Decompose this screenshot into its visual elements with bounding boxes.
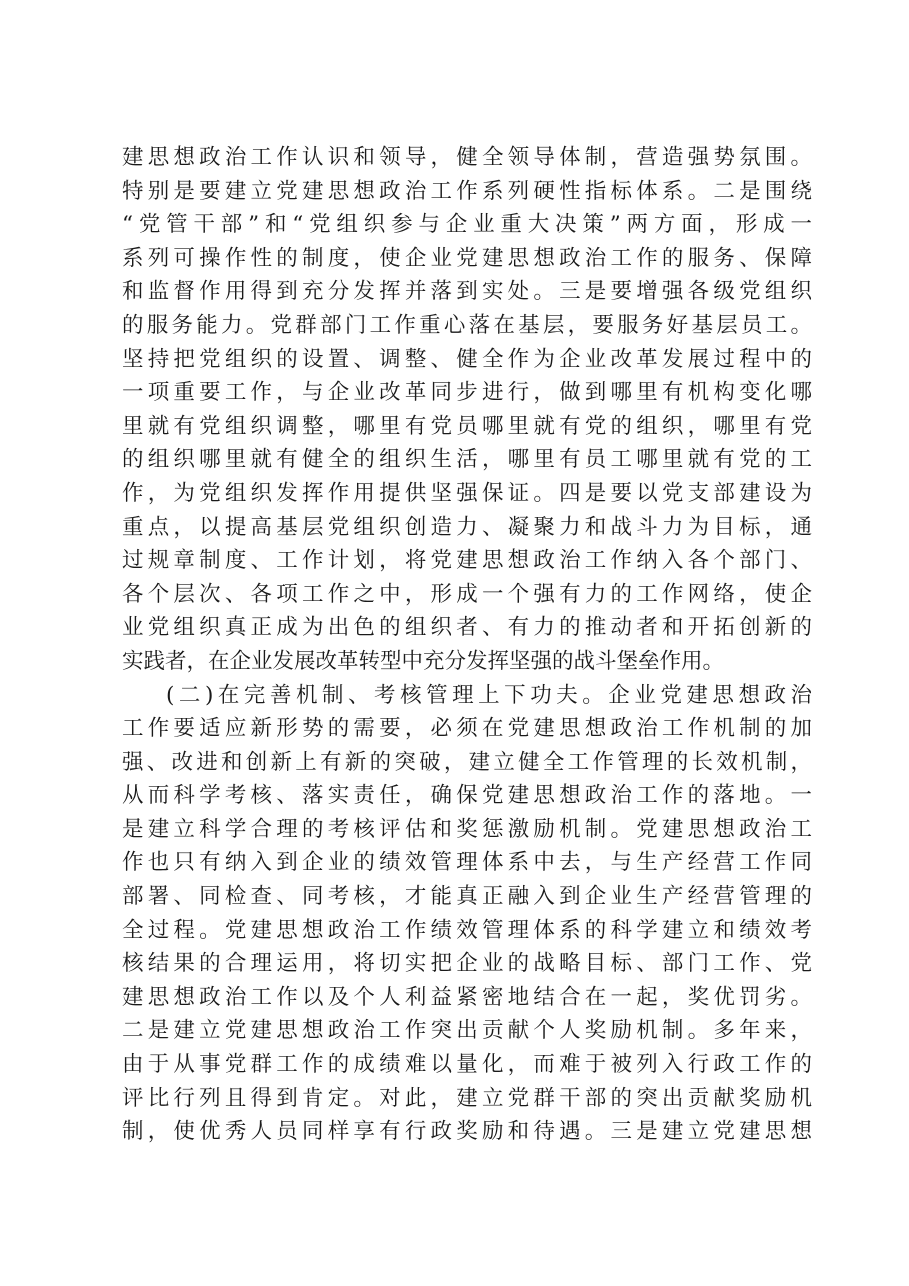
text-line: 由于从事党群工作的成绩难以量化，而难于被列入行政工作的 <box>122 1052 812 1078</box>
text-line: 制，使优秀人员同样享有行政奖励和待遇。三是建立党建思想 <box>122 1119 812 1145</box>
text-line: 是建立科学合理的考核评估和奖惩激励机制。党建思想政治工 <box>122 816 812 842</box>
text-line: 建思想政治工作以及个人利益紧密地结合在一起，奖优罚劣。 <box>122 984 812 1010</box>
text-line: 一项重要工作，与企业改革同步进行，做到哪里有机构变化哪 <box>122 380 812 406</box>
text-line: 全过程。党建思想政治工作绩效管理体系的科学建立和绩效考 <box>122 917 812 943</box>
text-line: 的组织哪里就有健全的组织生活，哪里有员工哪里就有党的工 <box>122 447 812 473</box>
text-line: 工作要适应新形势的需要，必须在党建思想政治工作机制的加 <box>122 716 812 742</box>
text-line: 各个层次、各项工作之中，形成一个强有力的工作网络，使企 <box>122 581 812 607</box>
text-line: 作，为党组织发挥作用提供坚强保证。四是要以党支部建设为 <box>122 480 812 506</box>
text-line: 重点，以提高基层党组织创造力、凝聚力和战斗力为目标，通 <box>122 514 812 540</box>
text-line: 里就有党组织调整，哪里有党员哪里就有党的组织，哪里有党 <box>122 413 812 439</box>
text-line: 过规章制度、工作计划，将党建思想政治工作纳入各个部门、 <box>122 548 812 574</box>
text-line: 的服务能力。党群部门工作重心落在基层，要服务好基层员工。 <box>122 312 812 338</box>
text-line: 从而科学考核、落实责任，确保党建思想政治工作的落地。一 <box>122 783 812 809</box>
text-line: 业党组织真正成为出色的组织者、有力的推动者和开拓创新的 <box>122 615 812 641</box>
text-line: 建思想政治工作认识和领导，健全领导体制，营造强势氛围。 <box>122 145 812 170</box>
text-line: 评比行列且得到肯定。对此，建立党群干部的突出贡献奖励机 <box>122 1085 812 1111</box>
text-line: 二是建立党建思想政治工作突出贡献个人奖励机制。多年来， <box>122 1018 812 1044</box>
body-text <box>122 141 812 1149</box>
text-line: “党管干部”和“党组织参与企业重大决策”两方面，形成一 <box>122 212 812 238</box>
text-line: 特别是要建立党建思想政治工作系列硬性指标体系。二是围绕 <box>122 178 812 204</box>
text-line: 核结果的合理运用，将切实把企业的战略目标、部门工作、党 <box>122 951 812 977</box>
section-heading-line: (二)在完善机制、考核管理上下功夫。企业党建思想政治 <box>166 682 812 708</box>
text-line: 部署、同检查、同考核，才能真正融入到企业生产经营管理的 <box>122 884 812 910</box>
text-line: 系列可操作性的制度，使企业党建思想政治工作的服务、保障 <box>122 245 812 271</box>
text-line: 和监督作用得到充分发挥并落到实处。三是要增强各级党组织 <box>122 279 812 305</box>
text-line: 强、改进和创新上有新的突破，建立健全工作管理的长效机制， <box>122 749 812 775</box>
paragraph-end-line: 实践者，在企业发展改革转型中充分发挥坚强的战斗堡垒作用。 <box>122 648 725 674</box>
text-line: 作也只有纳入到企业的绩效管理体系中去，与生产经营工作同 <box>122 850 812 876</box>
text-line: 坚持把党组织的设置、调整、健全作为企业改革发展过程中的 <box>122 346 812 372</box>
